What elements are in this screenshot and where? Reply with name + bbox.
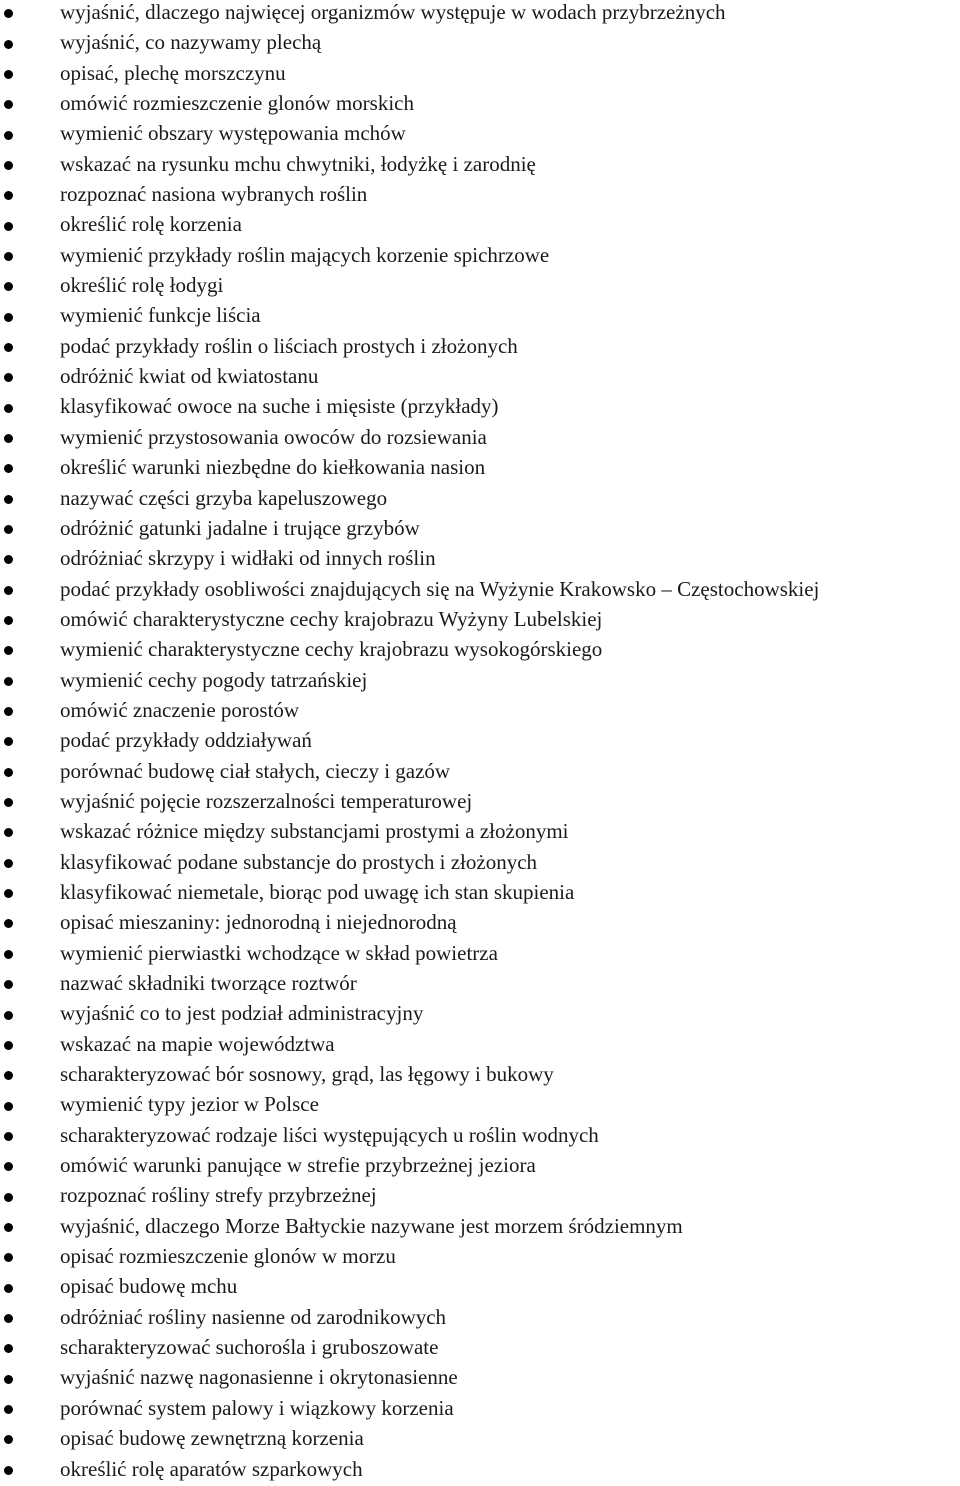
list-item-text: klasyfikować owoce na suche i mięsiste (przykłady): [60, 394, 499, 419]
bullet-icon: [4, 1162, 13, 1171]
bullet-icon: [4, 313, 13, 322]
list-item-text: omówić znaczenie porostów: [60, 697, 300, 722]
bullet-icon: [4, 252, 13, 261]
bullet-icon: [4, 373, 13, 382]
list-item: [0, 725, 960, 755]
bullet-icon: [4, 1132, 13, 1141]
bullet-icon: [4, 798, 13, 807]
list-item: [0, 1211, 960, 1241]
list-item: [0, 786, 960, 816]
bullet-icon: [4, 919, 13, 928]
bullet-icon: [4, 950, 13, 959]
list-item-text: wyjaśnić co to jest podział administracyjny: [60, 1001, 424, 1026]
list-item: [0, 1059, 960, 1089]
list-item-text: wyjaśnić, co nazywamy plechą: [60, 30, 322, 55]
bullet-icon: [4, 282, 13, 291]
bullet-icon: [4, 586, 13, 595]
list-item-text: scharakteryzować bór sosnowy, grąd, las łęgowy i bukowy: [60, 1062, 554, 1087]
bullet-icon: [4, 70, 13, 79]
list-item-text: opisać, plechę morszczynu: [60, 60, 286, 85]
list-item: [0, 331, 960, 361]
list-item-text: odróżniać rośliny nasienne od zarodnikowych: [60, 1304, 447, 1329]
list-item: [0, 1241, 960, 1271]
bullet-icon: [4, 768, 13, 777]
bullet-icon: [4, 40, 13, 49]
bullet-icon: [4, 100, 13, 109]
list-item-text: wskazać na rysunku mchu chwytniki, łodyżkę i zarodnię: [60, 151, 536, 176]
bullet-icon: [4, 434, 13, 443]
list-item: [0, 574, 960, 604]
list-item-text: wymienić pierwiastki wchodzące w skład powietrza: [60, 940, 498, 965]
list-item-text: wymienić funkcje liścia: [60, 303, 261, 328]
bullet-icon: [4, 9, 13, 18]
bullet-icon: [4, 1314, 13, 1323]
list-item: [0, 847, 960, 877]
bullet-icon: [4, 707, 13, 716]
list-item-text: odróżniać skrzypy i widłaki od innych roślin: [60, 546, 436, 571]
list-item: [0, 179, 960, 209]
list-item: [0, 58, 960, 88]
list-item: [0, 1454, 960, 1484]
bullet-icon: [4, 222, 13, 231]
bullet-icon: [4, 1102, 13, 1111]
list-item-text: nazwać składniki tworzące roztwór: [60, 971, 357, 995]
list-item-text: omówić warunki panujące w strefie przybrzeżnej jeziora: [60, 1153, 536, 1178]
list-item: [0, 938, 960, 968]
bullet-icon: [4, 555, 13, 564]
list-item-text: podać przykłady oddziaływań: [60, 728, 312, 753]
list-item: [0, 483, 960, 513]
list-item: [0, 604, 960, 634]
list-item: [0, 1180, 960, 1210]
list-item-text: określić rolę aparatów szparkowych: [60, 1456, 363, 1481]
list-item: [0, 88, 960, 118]
bullet-icon: [4, 464, 13, 473]
bullet-icon: [4, 495, 13, 504]
list-item-text: porównać budowę ciał stałych, cieczy i gazów: [60, 758, 451, 783]
list-item: [0, 209, 960, 239]
list-item-text: wymienić typy jezior w Polsce: [60, 1092, 319, 1117]
list-item-text: wymienić przystosowania owoców do rozsiewania: [60, 424, 487, 449]
list-item: [0, 240, 960, 270]
list-item-text: określić warunki niezbędne do kiełkowania nasion: [60, 455, 486, 480]
bullet-icon: [4, 859, 13, 868]
bullet-icon: [4, 1344, 13, 1353]
bullet-icon: [4, 1041, 13, 1050]
list-item-text: klasyfikować podane substancje do prostych i złożonych: [60, 849, 538, 874]
list-item: [0, 1423, 960, 1453]
list-item: [0, 907, 960, 937]
bullet-icon: [4, 1466, 13, 1475]
bullet-icon: [4, 1223, 13, 1232]
list-item: [0, 1393, 960, 1423]
list-item-text: klasyfikować niemetale, biorąc pod uwagę ich stan skupienia: [60, 879, 575, 904]
bullet-icon: [4, 1071, 13, 1080]
list-item-text: opisać mieszaniny: jednorodną i niejednorodną: [60, 910, 457, 935]
bullet-icon: [4, 1253, 13, 1262]
list-item-text: określić rolę łodygi: [60, 273, 224, 298]
list-item-text: nazywać części grzyba kapeluszowego: [60, 485, 388, 510]
list-item-text: opisać budowę mchu: [60, 1274, 238, 1299]
list-item: [0, 422, 960, 452]
list-item: [0, 391, 960, 421]
list-item-text: opisać budowę zewnętrzną korzenia: [60, 1426, 364, 1451]
bullet-icon: [4, 343, 13, 352]
list-item-text: scharakteryzować rodzaje liści występujących u roślin wodnych: [60, 1122, 599, 1147]
bullet-icon: [4, 646, 13, 655]
list-item: [0, 452, 960, 482]
list-item-text: podać przykłady osobliwości znajdujących się na Wyżynie Krakowsko – Częstochowskiej: [60, 576, 820, 601]
bullet-icon: [4, 677, 13, 686]
list-item: [0, 968, 960, 998]
bullet-icon: [4, 737, 13, 746]
list-item-text: wyjaśnić, dlaczego Morze Bałtyckie nazywane jest morzem śródziemnym: [60, 1213, 683, 1238]
bullet-icon: [4, 1375, 13, 1384]
list-item-text: wskazać różnice między substancjami prostymi a złożonymi: [60, 819, 569, 844]
bullet-icon: [4, 828, 13, 837]
list-item: [0, 300, 960, 330]
list-item: [0, 149, 960, 179]
bullet-icon: [4, 191, 13, 200]
list-item: [0, 27, 960, 57]
list-item-text: porównać system palowy i wiązkowy korzenia: [60, 1395, 454, 1420]
list-item-text: wyjaśnić, dlaczego najwięcej organizmów występuje w wodach przybrzeżnych: [60, 0, 726, 24]
list-item: [0, 1089, 960, 1119]
list-item: [0, 1120, 960, 1150]
list-item-text: wyjaśnić nazwę nagonasienne i okrytonasienne: [60, 1365, 458, 1390]
list-item: [0, 513, 960, 543]
list-item-text: wyjaśnić pojęcie rozszerzalności temperaturowej: [60, 788, 473, 813]
list-item-text: omówić charakterystyczne cechy krajobrazu Wyżyny Lubelskiej: [60, 606, 603, 631]
bullet-icon: [4, 131, 13, 140]
list-item: [0, 543, 960, 573]
list-item: [0, 118, 960, 148]
bullet-icon: [4, 980, 13, 989]
list-item: [0, 695, 960, 725]
list-item-text: odróżnić kwiat od kwiatostanu: [60, 364, 319, 389]
bullet-icon: [4, 1011, 13, 1020]
bullet-icon: [4, 1435, 13, 1444]
list-item: [0, 0, 960, 27]
list-item: [0, 665, 960, 695]
bullet-icon: [4, 404, 13, 413]
list-item: [0, 756, 960, 786]
list-item: [0, 1271, 960, 1301]
list-item: [0, 1029, 960, 1059]
list-item-text: określić rolę korzenia: [60, 212, 242, 237]
list-item: [0, 1302, 960, 1332]
list-item-text: wymienić przykłady roślin mających korzenie spichrzowe: [60, 242, 550, 267]
bullet-icon: [4, 525, 13, 534]
bullet-icon: [4, 616, 13, 625]
list-item: [0, 270, 960, 300]
bullet-icon: [4, 889, 13, 898]
list-item-text: rozpoznać nasiona wybranych roślin: [60, 182, 368, 207]
list-item-text: wymienić charakterystyczne cechy krajobrazu wysokogórskiego: [60, 637, 603, 662]
list-item: [0, 1362, 960, 1392]
list-item: [0, 1150, 960, 1180]
list-item-text: wskazać na mapie województwa: [60, 1031, 335, 1056]
list-item: [0, 998, 960, 1028]
list-item: [0, 816, 960, 846]
list-item-text: odróżnić gatunki jadalne i trujące grzybów: [60, 515, 420, 540]
list-item: [0, 634, 960, 664]
list-item-text: wymienić obszary występowania mchów: [60, 121, 406, 146]
bullet-icon: [4, 1405, 13, 1414]
bullet-icon: [4, 1193, 13, 1202]
list-item-text: podać przykłady roślin o liściach prostych i złożonych: [60, 333, 518, 358]
list-item: [0, 877, 960, 907]
bullet-icon: [4, 161, 13, 170]
list-item-text: opisać rozmieszczenie glonów w morzu: [60, 1244, 396, 1269]
list-item: [0, 361, 960, 391]
list-item-text: wymienić cechy pogody tatrzańskiej: [60, 667, 368, 692]
list-item: [0, 1332, 960, 1362]
list-item-text: rozpoznać rośliny strefy przybrzeżnej: [60, 1183, 377, 1208]
bullet-icon: [4, 1284, 13, 1293]
list-item-text: omówić rozmieszczenie glonów morskich: [60, 91, 414, 116]
list-item-text: scharakteryzować suchorośla i gruboszowate: [60, 1335, 439, 1360]
